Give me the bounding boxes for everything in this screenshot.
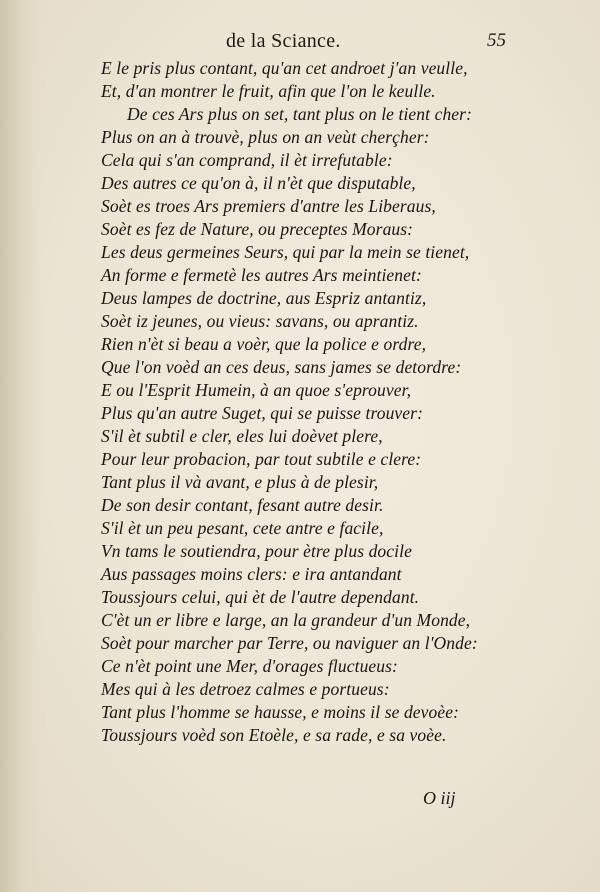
verse-line: Pour leur probacion, par tout subtile e clere: (101, 449, 422, 469)
verse-line: Et, d'an montrer le fruit, afin que l'on le keulle. (101, 81, 436, 101)
page-number: 55 (487, 30, 506, 51)
verse-line: Vn tams le soutiendra, pour ètre plus docile (101, 541, 412, 561)
verse-line: Tant plus il và avant, e plus à de plesir, (101, 472, 379, 492)
verse-line: Plus on an à trouvè, plus on an veùt cherçher: (101, 127, 430, 147)
gutter-shadow (0, 0, 42, 892)
verse-line: Soèt pour marcher par Terre, ou naviguer an l'Onde: (101, 633, 478, 653)
verse-line: Les deus germeines Seurs, qui par la mein se tienet, (101, 242, 470, 262)
verse-line: Que l'on voèd an ces deus, sans james se detordre: (101, 357, 462, 377)
verse-line: E ou l'Esprit Humein, à an quoe s'eprouver, (101, 380, 412, 400)
verse-line: Toussjours voèd son Etoèle, e sa rade, e sa voèe. (101, 725, 447, 745)
verse-line: Des autres ce qu'on à, il n'èt que disputable, (101, 173, 416, 193)
verse-line: De ces Ars plus on set, tant plus on le tient cher: (127, 104, 473, 124)
page-header (0, 30, 600, 56)
verse-line: S'il èt subtil e cler, eles lui doèvet plere, (101, 426, 383, 446)
verse-line: Plus qu'an autre Suget, qui se puisse trouver: (101, 403, 424, 423)
verse-line: E le pris plus contant, qu'an cet androet j'an veulle, (101, 58, 468, 78)
verse-line: Soèt iz jeunes, ou vieus: savans, ou aprantiz. (101, 311, 419, 331)
verse-line: Aus passages moins clers: e ira antandant (101, 564, 402, 584)
verse-line: Rien n'èt si beau a voèr, que la police e ordre, (101, 334, 427, 354)
verse-line: Soèt es fez de Nature, ou preceptes Moraus: (101, 219, 414, 239)
verse-line: Ce n'èt point une Mer, d'orages fluctueus: (101, 656, 398, 676)
verse-line: Toussjours celui, qui èt de l'autre dependant. (101, 587, 420, 607)
verse-line: C'èt un er libre e large, an la grandeur d'un Monde, (101, 610, 471, 630)
verse-line: De son desir contant, fesant autre desir. (101, 495, 384, 515)
signature-mark: O iij (423, 788, 456, 808)
verse-line: Cela qui s'an comprand, il èt irrefutable: (101, 150, 393, 170)
verse-line: Soèt es troes Ars premiers d'antre les Liberaus, (101, 196, 436, 216)
running-title: de la Sciance. (226, 30, 341, 52)
verse-line: S'il èt un peu pesant, cete antre e facile, (101, 518, 384, 538)
verse-line: Tant plus l'homme se hausse, e moins il se devoèe: (101, 702, 460, 722)
verse-line: An forme e fermetè les autres Ars meintienet: (101, 265, 422, 285)
verse-line: Deus lampes de doctrine, aus Espriz antantiz, (101, 288, 427, 308)
verse-line: Mes qui à les detroez calmes e portueus: (101, 679, 390, 699)
